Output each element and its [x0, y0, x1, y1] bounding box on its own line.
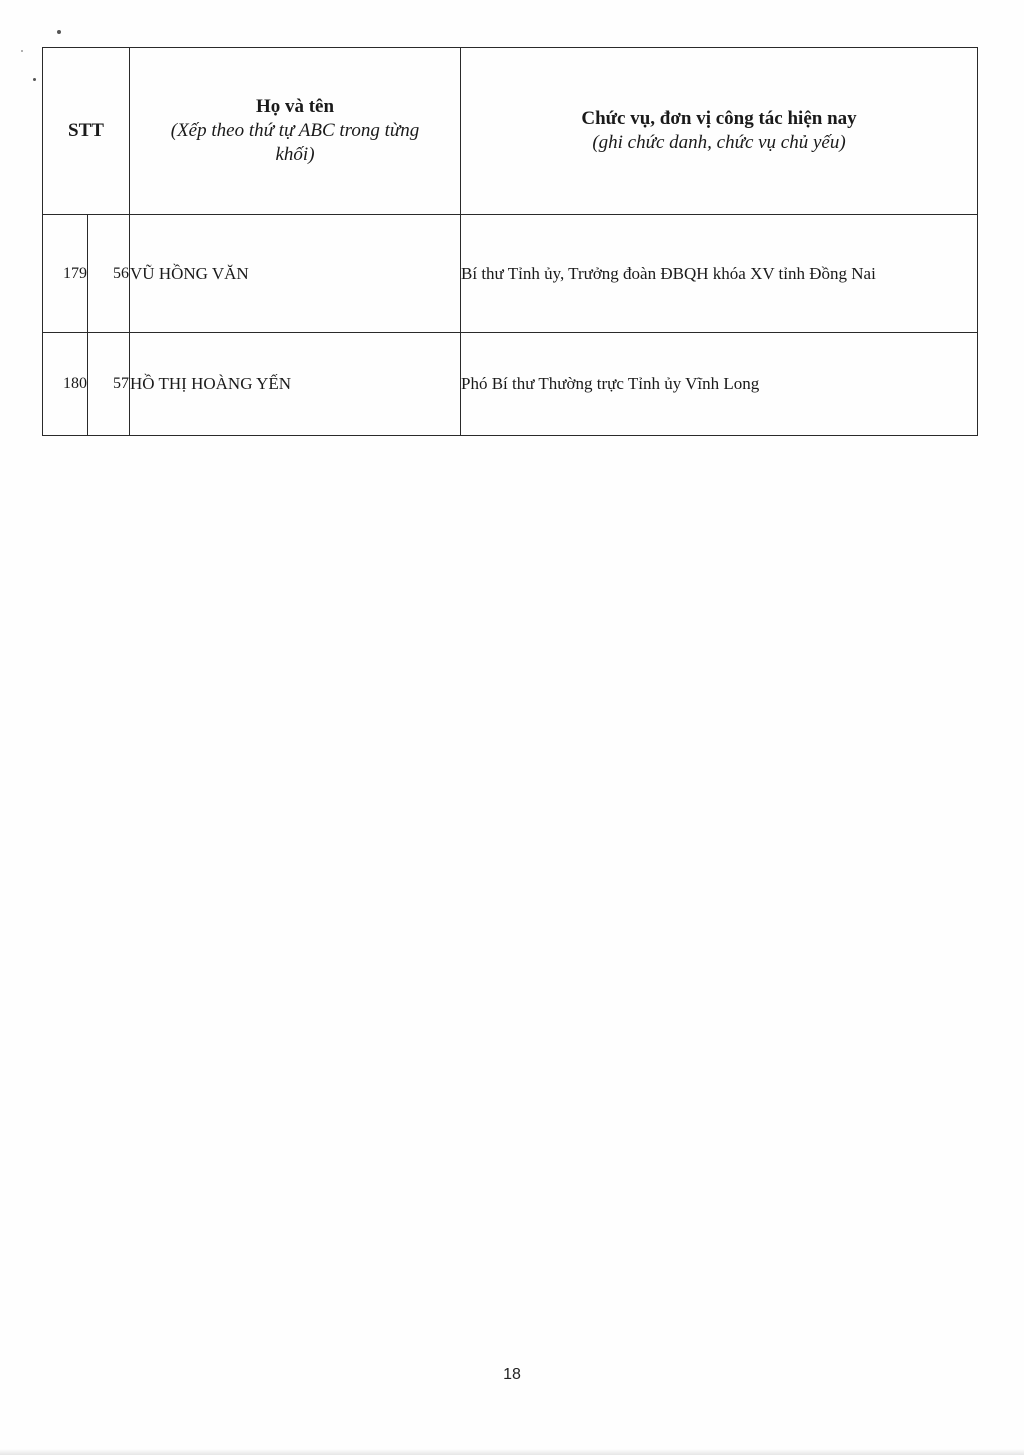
overall-number-cell: 180: [43, 333, 88, 436]
name-cell: HỒ THỊ HOÀNG YẾN: [130, 333, 461, 436]
position-cell: Bí thư Tỉnh ủy, Trưởng đoàn ĐBQH khóa XV tỉnh Đồng Nai: [461, 215, 978, 333]
scan-mark: [33, 78, 36, 81]
name-header-note: (Xếp theo thứ tự ABC trong từng khối): [170, 120, 420, 165]
scan-bottom-edge: [0, 1449, 1024, 1455]
stt-header: STT: [43, 48, 130, 215]
page-number: 18: [503, 1366, 521, 1383]
overall-number-cell: 179: [43, 215, 88, 333]
position-header-note: (ghi chức danh, chức vụ chủ yếu): [592, 132, 846, 153]
group-number-cell: 56: [88, 215, 130, 333]
position-cell: Phó Bí thư Thường trực Tỉnh ủy Vĩnh Long: [461, 333, 978, 436]
scan-mark: [57, 30, 61, 34]
personnel-table: [42, 47, 978, 436]
position-header: [461, 48, 978, 215]
name-cell: VŨ HỒNG VĂN: [130, 215, 461, 333]
table-header-row: [43, 48, 978, 215]
scan-mark: [21, 50, 23, 52]
name-header-title: Họ và tên: [255, 96, 335, 117]
position-header-title: Chức vụ, đơn vị công tác hiện nay: [581, 108, 857, 129]
table-row: [43, 333, 978, 436]
name-header: [130, 48, 461, 215]
table-row: [43, 215, 978, 333]
group-number-cell: 57: [88, 333, 130, 436]
